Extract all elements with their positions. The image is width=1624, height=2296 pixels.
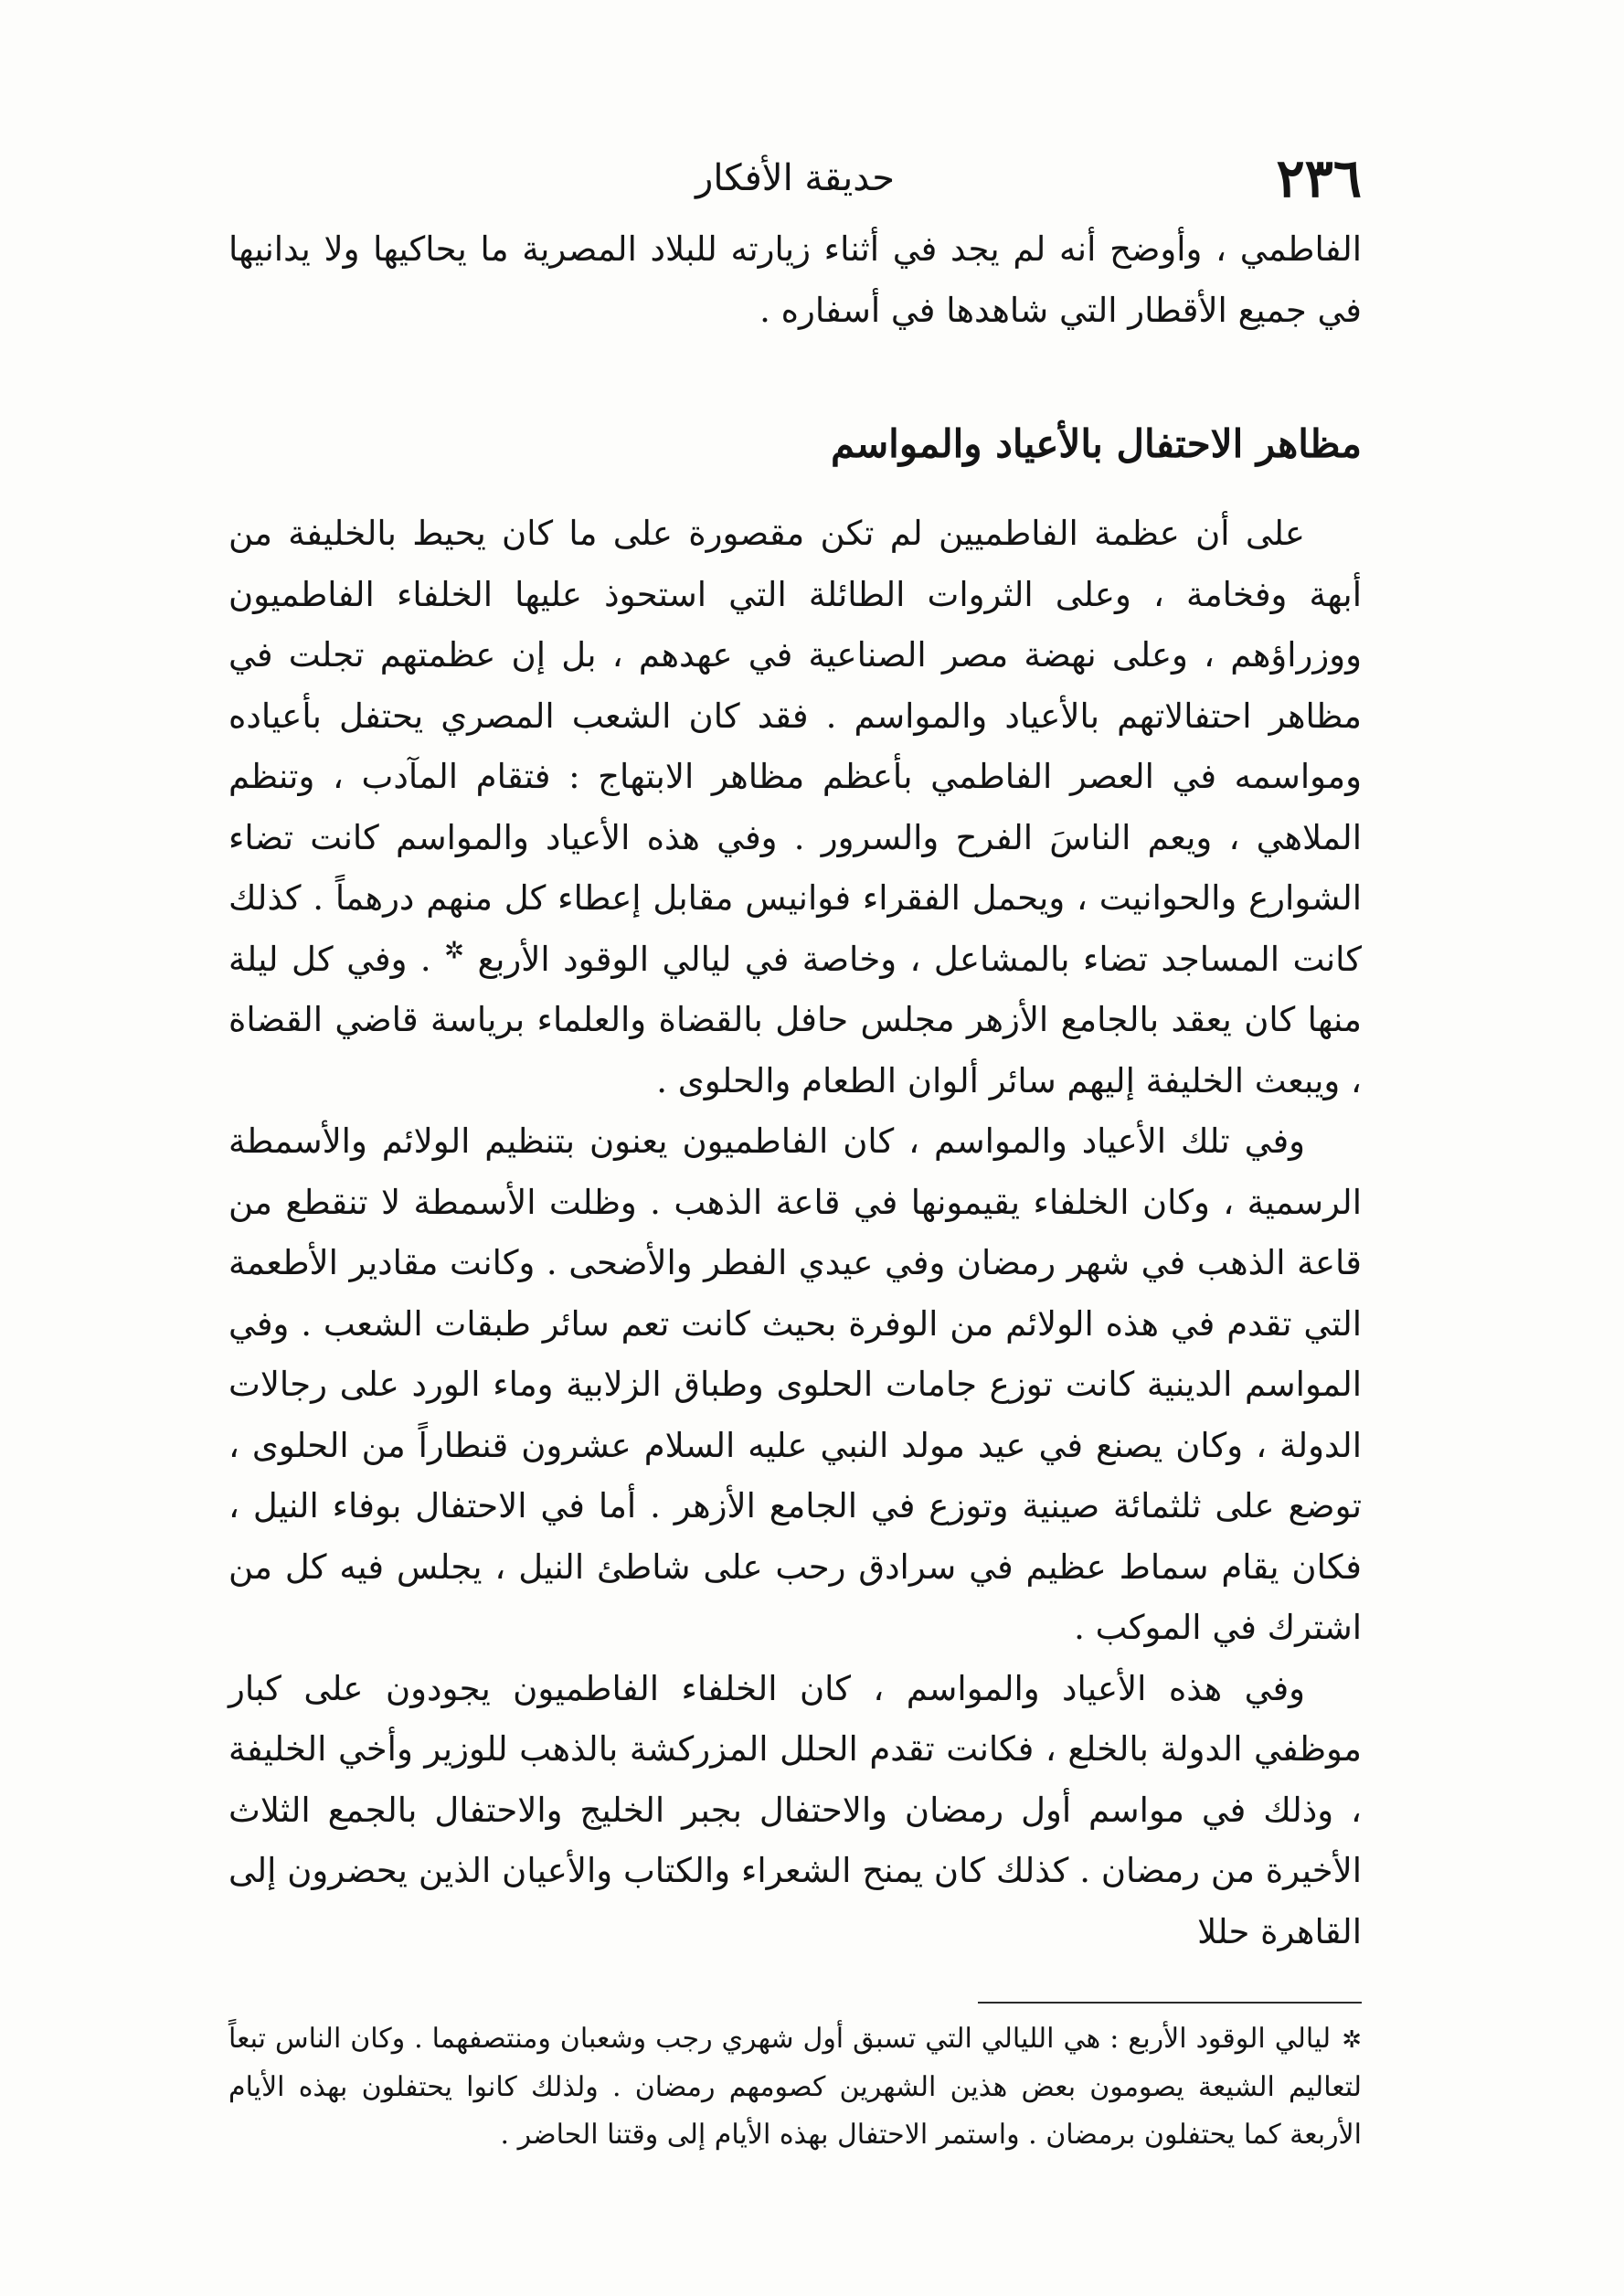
footnote-marker: ✲ xyxy=(1342,2026,1362,2054)
paragraph-festivals xyxy=(228,504,1362,1111)
paragraph-festivals-text-a: على أن عظمة الفاطميين لم تكن مقصورة على ما كان يحيط بالخليفة من أبهة وفخامة ، وعلى الثروات الطائلة التي استحوذ عليها الخلفاء الفاطميون ووزراؤهم ، وعلى نهضة مصر الصناعية في عهدهم ، بل إن عظمتهم تجلت في مظاهر احتفالاتهم بالأعياد والمواسم . فقد كان الشعب المصري يحتفل بأعياده ومواسمه في العصر الفاطمي بأعظم مظاهر الابتهاج : فتقام المآدب ، وتنظم الملاهي ، ويعم الناسَ الفرح والسرور . وفي هذه الأعياد والمواسم كانت تضاء الشوارع والحوانيت ، ويحمل الفقراء فوانيس مقابل إعطاء كل منهم درهماً . كذلك كانت المساجد تضاء بالمشاعل ، وخاصة في ليالي الوقود الأربع xyxy=(228,514,1363,979)
page-body xyxy=(228,219,1362,1962)
paragraph-banquets: وفي تلك الأعياد والمواسم ، كان الفاطميون يعنون بتنظيم الولائم والأسمطة الرسمية ، وكان الخلفاء يقيمونها في قاعة الذهب . وظلت الأسمطة لا تنقطع من قاعة الذهب في شهر رمضان وفي عيدي الفطر والأضحى . وكانت مقادير الأطعمة التي تقدم في هذه الولائم من الوفرة بحيث كانت تعم سائر طبقات الشعب . وفي المواسم الدينية كانت توزع جامات الحلوى وطباق الزلابية وماء الورد على رجالات الدولة ، وكان يصنع في عيد مولد النبي عليه السلام عشرون قنطاراً من الحلوى ، توضع على ثلثمائة صينية وتوزع في الجامع الأزهر . أما في الاحتفال بوفاء النيل ، فكان يقام سماط عظيم في سرادق رحب على شاطئ النيل ، يجلس فيه كل من اشترك في الموكب . xyxy=(228,1121,1362,1647)
page-number: ٢٣٦ xyxy=(1276,147,1362,209)
footnote-divider xyxy=(978,2002,1362,2004)
page-header xyxy=(228,137,1362,219)
running-title: حديقة الأفكار xyxy=(695,157,895,199)
opening-paragraph: الفاطمي ، وأوضح أنه لم يجد في أثناء زيارته للبلاد المصرية ما يحاكيها ولا يدانيها في جميع الأقطار التي شاهدها في أسفاره . xyxy=(228,229,1362,330)
paragraph-robes: وفي هذه الأعياد والمواسم ، كان الخلفاء الفاطميون يجودون على كبار موظفي الدولة بالخلع ، فكانت تقدم الحلل المزركشة بالذهب للوزير وأخي الخليفة ، وذلك في مواسم أول رمضان والاحتفال بجبر الخليج والاحتفال بالجمع الثلاث الأخيرة من رمضان . كذلك كان يمنح الشعراء والكتاب والأعيان الذين يحضرون إلى القاهرة حللا xyxy=(228,1668,1362,1951)
paragraph-festivals-text-b: . وفي كل ليلة منها كان يعقد بالجامع الأزهر مجلس حافل بالقضاة والعلماء برياسة قاضي القضاة ، ويبعث الخليفة إليهم سائر ألوان الطعام والحلوى . xyxy=(228,939,1362,1100)
footnote-text: ليالي الوقود الأربع : هي الليالي التي تسبق أول شهري رجب وشعبان ومنتصفهما . وكان الناس تبعاً لتعاليم الشيعة يصومون بعض هذين الشهرين كصومهم رمضان . ولذلك كانوا يحتفلون بهذه الأيام الأربعة كما يحتفلون برمضان . واستمر الاحتفال بهذه الأيام إلى وقتنا الحاضر . xyxy=(228,2023,1362,2151)
section-heading: مظاهر الاحتفال بالأعياد والمواسم xyxy=(831,421,1362,466)
footnote xyxy=(228,2015,1362,2159)
footnote-reference-marker: ✲ xyxy=(444,937,464,965)
